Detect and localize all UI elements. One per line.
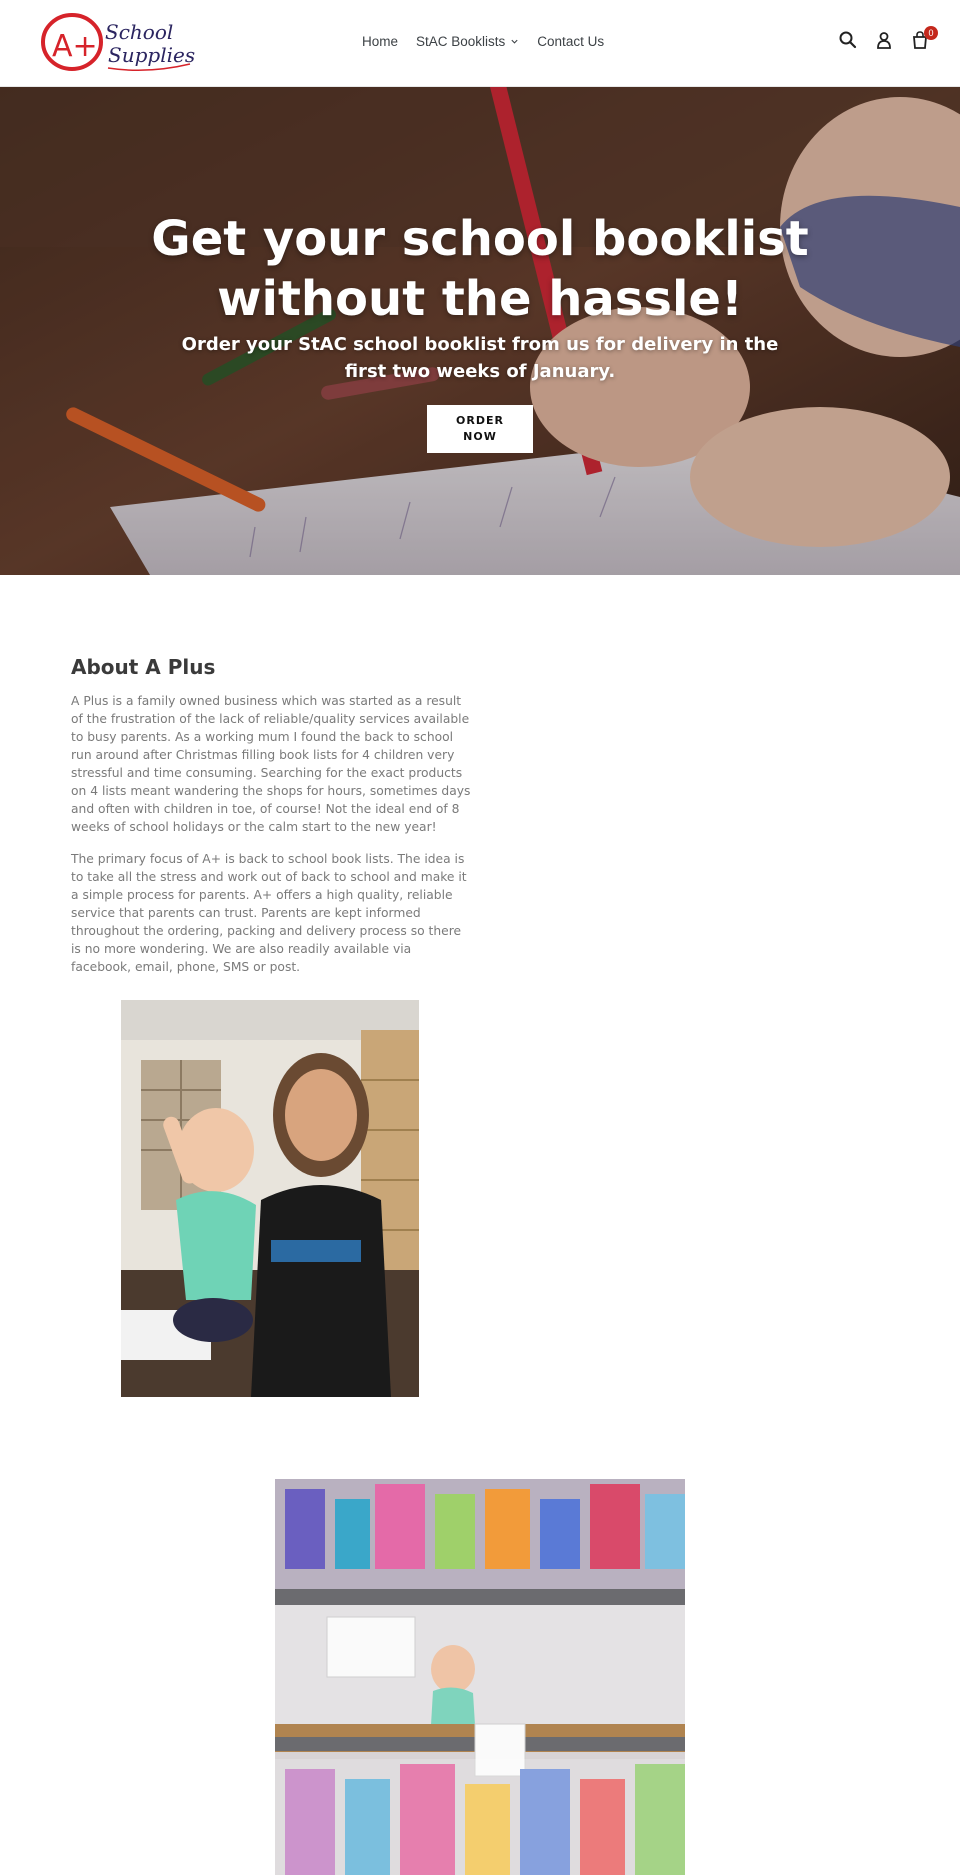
cart-count-badge: 0 — [924, 26, 938, 40]
chevron-down-icon — [510, 37, 519, 46]
logo-line1: School — [105, 20, 174, 44]
about-title: About A Plus — [71, 655, 216, 679]
cart-icon[interactable] — [910, 28, 934, 52]
about-paragraph-2: The primary focus of A+ is back to school book lists. The idea is to take all the stress and work out of back to school and make it a simple process for parents. A+ offers a high quality, reliable service that parents can trust. Parents are kept informed throughout the ordering, packing and delivery process so there is no more wondering. We are also readily available via facebook, email, phone, SMS or post. — [71, 852, 467, 974]
search-icon[interactable] — [838, 30, 858, 52]
logo-mark: A+ — [52, 29, 98, 64]
about-paragraph-1: A Plus is a family owned business which was started as a result of the frustration of the lack of reliable/quality services available to busy parents. As a working mum I found the back to school run around after Christmas filling book lists for 4 children very stressful and time consuming. Searching for the exact products on 4 lists meant wandering the shops for hours, sometimes days and often with children in toe, of course! Not the ideal end of 8 weeks of school holidays or the calm start to the new year! — [71, 694, 471, 834]
header-icons — [838, 28, 934, 52]
hero-title: Get your school booklist without the hassle! — [151, 211, 809, 327]
nav-home-label: Home — [362, 34, 399, 49]
nav-contact-us[interactable] — [537, 34, 604, 49]
nav-home[interactable] — [362, 34, 398, 49]
nav-stac-booklists[interactable] — [416, 34, 519, 49]
hero-subtitle: Order your StAC school booklist from us for delivery in the first two weeks of January. — [181, 334, 779, 382]
site-header — [0, 0, 960, 87]
booklist-packs-photo — [275, 1479, 685, 1875]
logo-line2: Supplies — [108, 43, 196, 67]
nav-contact-us-label: Contact Us — [537, 34, 605, 49]
account-icon[interactable] — [874, 30, 894, 52]
order-now-button[interactable]: ORDER NOW — [427, 405, 533, 453]
main-nav — [362, 34, 622, 49]
nav-stac-booklists-label: StAC Booklists — [416, 34, 506, 49]
hero-banner — [0, 87, 960, 575]
founder-photo — [121, 1000, 419, 1397]
site-logo[interactable] — [38, 8, 196, 76]
